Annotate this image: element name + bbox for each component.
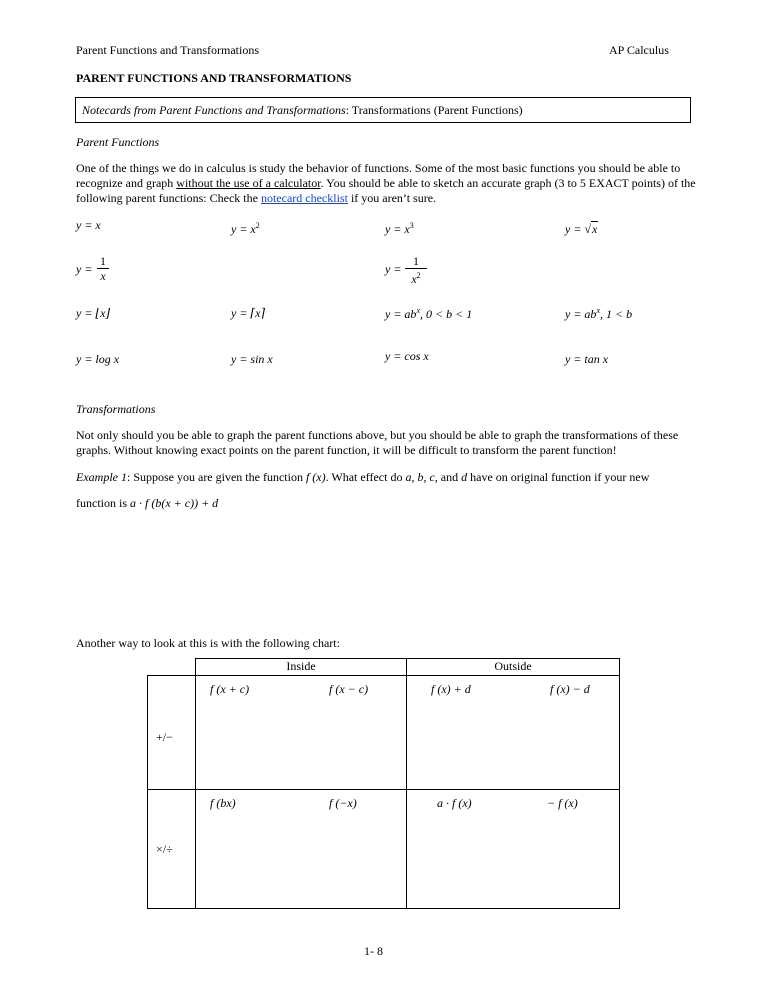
chart-cell-inside-addsub	[196, 676, 407, 790]
func-square-exp: 2	[255, 221, 260, 230]
notecard-text	[82, 103, 523, 118]
chart-header-inside-label: Inside	[286, 659, 316, 673]
chart-r2c4: − f (x)	[547, 796, 578, 810]
func-ceiling: y = ⌈x⌉	[231, 306, 266, 320]
func-reciprocal-num: 1	[100, 254, 106, 268]
func-square-base: y = x	[231, 222, 256, 236]
transformations-paragraph: Not only should you be able to graph the parent functions above, but you should be able to graph the transformations of these graphs. Without knowing exact points on the parent function, it will be difficult to transform the parent function!	[76, 428, 679, 457]
func-exp-growth	[565, 306, 632, 322]
chart-row-muldiv	[148, 790, 196, 909]
example-1-text3: and	[437, 470, 462, 484]
example-1-text1: : Suppose you are given the function	[126, 470, 306, 484]
func-recip-square-lhs: y =	[385, 262, 402, 276]
func-exp-decay-exp: x	[416, 306, 420, 315]
transformation-chart	[147, 658, 620, 909]
notecard-box	[75, 97, 691, 123]
func-recip-square-den-base: x	[411, 272, 417, 286]
p1-underline: without the use of a calculator	[176, 176, 321, 190]
func-recip-square-fraction	[405, 254, 427, 286]
func-floor: y = ⌊x⌋	[76, 306, 111, 320]
example-1-line1	[76, 470, 696, 485]
func-recip-square-den-exp: 2	[416, 271, 421, 280]
func-exp-decay-cond: , 0 < b < 1	[420, 307, 473, 321]
example-1-text4: have on original function if your new	[467, 470, 650, 484]
chart-cell-outside-muldiv	[407, 790, 620, 909]
func-recip-square-den	[405, 269, 427, 286]
func-cube	[385, 221, 414, 237]
radical-icon: √	[584, 222, 592, 236]
chart-cell-inside-muldiv	[196, 790, 407, 909]
example-1-formula: a · f (b(x + c)) + d	[130, 496, 219, 510]
func-cos: y = cos x	[385, 349, 429, 363]
chart-r1c3: f (x) + d	[431, 682, 471, 696]
func-reciprocal-den: x	[100, 269, 106, 283]
p1-text-b: . You should be able to sketch an accurate graph (3 to 5 EXACT points) of the following parent functions: Check the	[76, 176, 696, 205]
chart-header-outside-label: Outside	[494, 659, 532, 673]
header-right: AP Calculus	[609, 43, 669, 57]
p1-text-c: if you aren’t sure.	[347, 191, 437, 205]
chart-row-addsub-label: +/−	[156, 730, 173, 744]
header-left: Parent Functions and Transformations	[76, 43, 259, 57]
example-1-line2	[76, 496, 696, 511]
example-1-fx: f (x)	[305, 470, 326, 484]
chart-r2c3: a · f (x)	[437, 796, 472, 810]
chart-r2c1: f (bx)	[210, 796, 236, 810]
chart-cell-outside-addsub	[407, 676, 620, 790]
chart-intro: Another way to look at this is with the following chart:	[76, 636, 340, 650]
func-sqrt-lhs: y =	[565, 222, 582, 236]
chart-corner	[148, 659, 196, 676]
example-1-vars: a, b, c,	[405, 470, 438, 484]
p1-text: One of the things we do in calculus is study the behavior of functions. Some of the most basic functions you should be able to recognize and graph	[76, 161, 681, 190]
page-number: 1- 8	[364, 944, 383, 958]
chart-r1c4: f (x) − d	[550, 682, 590, 696]
notecard-checklist-link[interactable]: notecard checklist	[260, 191, 348, 205]
func-cube-base: y = x	[385, 222, 410, 236]
chart-r1c1: f (x + c)	[210, 682, 250, 696]
func-recip-square-num: 1	[413, 254, 419, 268]
notecard-rest: : Transformations (Parent Functions)	[345, 103, 523, 117]
func-sqrt-radicand: x	[592, 222, 598, 236]
func-exp-decay-base: y = ab	[385, 307, 417, 321]
func-cube-exp: 3	[409, 221, 414, 230]
func-exp-decay	[385, 306, 472, 322]
chart-r1c2: f (x − c)	[329, 682, 369, 696]
notecard-label: Notecards from Parent Functions and Transformations	[82, 103, 346, 117]
func-square	[231, 221, 260, 237]
func-tan: y = tan x	[565, 352, 609, 366]
func-exp-growth-cond: , 1 < b	[600, 307, 633, 321]
chart-r2c2: f (−x)	[329, 796, 357, 810]
func-log: y = log x	[76, 352, 120, 366]
chart-row-muldiv-label: ×/÷	[156, 842, 173, 856]
func-identity: y = x	[76, 218, 101, 232]
example-1-label: Example 1	[76, 470, 127, 484]
page-title: PARENT FUNCTIONS AND TRANSFORMATIONS	[76, 71, 352, 85]
parent-functions-paragraph	[76, 161, 696, 206]
func-exp-growth-base: y = ab	[565, 307, 597, 321]
func-reciprocal-lhs: y =	[76, 262, 93, 276]
chart-row-addsub	[148, 676, 196, 790]
parent-functions-heading: Parent Functions	[76, 135, 160, 149]
transformations-heading: Transformations	[76, 402, 156, 416]
chart-header-inside	[196, 659, 407, 676]
func-sqrt	[565, 222, 598, 237]
example-1-line2-text: function is	[76, 496, 130, 510]
chart-header-outside	[407, 659, 620, 676]
example-1-d: d	[461, 470, 468, 484]
func-reciprocal-fraction	[97, 254, 109, 283]
func-exp-growth-exp: x	[596, 306, 600, 315]
func-sin: y = sin x	[231, 352, 273, 366]
example-1-text2: . What effect do	[325, 470, 406, 484]
